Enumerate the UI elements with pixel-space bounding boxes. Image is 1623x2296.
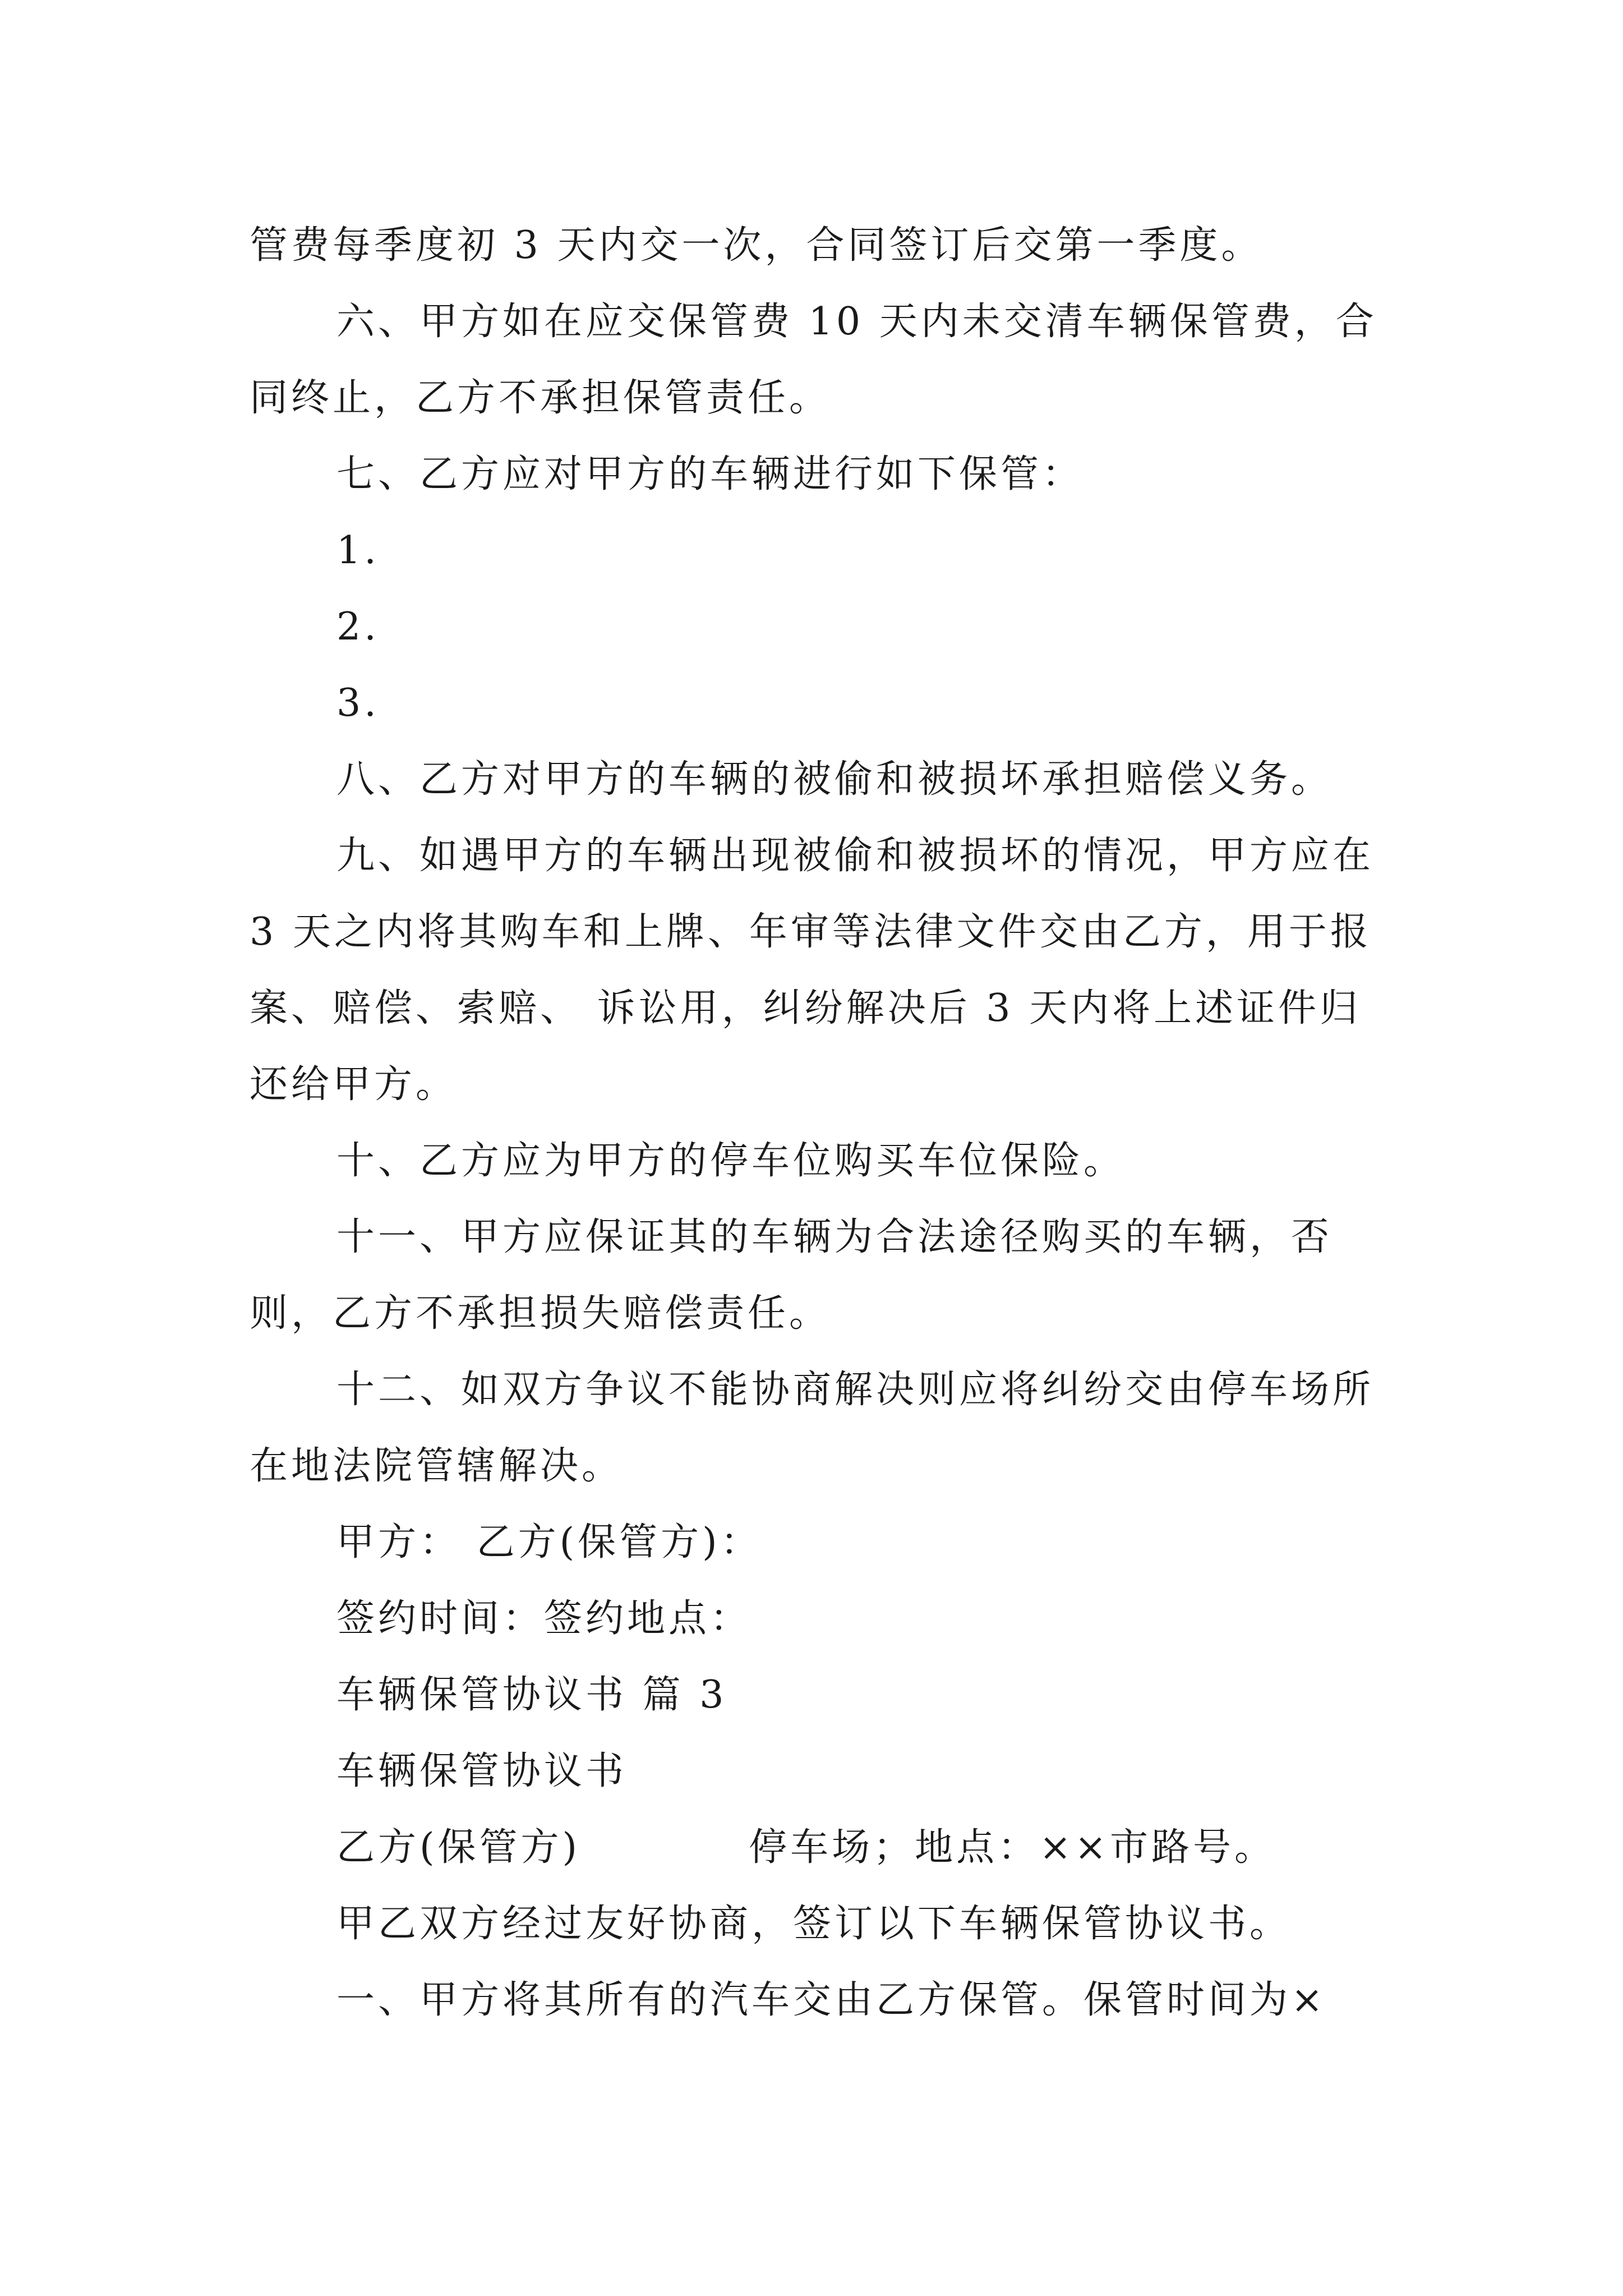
party-b-label: 乙方(保管方) <box>336 1825 581 1870</box>
signature-time-place: 签约时间：签约地点： <box>336 1596 752 1641</box>
paragraph-clause-9: 九、如遇甲方的车辆出现被偷和被损坏的情况，甲方应在 3 天之内将其购车和上牌、年审等法律文件交由乙方，用于报案、赔偿、索赔、 诉讼用，纠纷解决后 3 天内将上述证件归还给甲方。 <box>250 834 1375 1107</box>
list-item-1: 1. <box>336 528 380 573</box>
list-item-3: 3. <box>336 681 380 725</box>
paragraph-clause-7: 七、乙方应对甲方的车辆进行如下保管： <box>336 452 1084 496</box>
list-item-2: 2. <box>336 605 380 649</box>
party-b-line <box>250 1810 1388 1886</box>
paragraph-fee-schedule: 管费每季度初 3 天内交一次，合同签订后交第一季度。 <box>250 223 1263 268</box>
paragraph-clause-12: 十二、如双方争议不能协商解决则应将纠纷交由停车场所在地法院管辖解决。 <box>250 1368 1375 1488</box>
paragraph-clause-10: 十、乙方应为甲方的停车位购买车位保险。 <box>336 1139 1126 1183</box>
paragraph-clause-8: 八、乙方对甲方的车辆的被偷和被损坏承担赔偿义务。 <box>336 757 1333 802</box>
document-body <box>250 208 1388 2039</box>
section-heading-part-3: 车辆保管协议书 篇 3 <box>336 1673 727 1717</box>
parking-location: 停车场；地点：××市路号。 <box>749 1825 1276 1870</box>
paragraph-clause-6: 六、甲方如在应交保管费 10 天内未交清车辆保管费，合同终止，乙方不承担保管责任。 <box>250 300 1377 420</box>
paragraph-clause-1: 一、甲方将其所有的汽车交由乙方保管。保管时间为× <box>336 1978 1326 2022</box>
signature-parties: 甲方： 乙方(保管方)： <box>336 1520 762 1565</box>
document-title: 车辆保管协议书 <box>336 1749 628 1793</box>
paragraph-clause-11: 十一、甲方应保证其的车辆为合法途径购买的车辆，否则，乙方不承担损失赔偿责任。 <box>250 1215 1333 1336</box>
paragraph-agreement-intro: 甲乙双方经过友好协商，签订以下车辆保管协议书。 <box>336 1902 1292 1946</box>
